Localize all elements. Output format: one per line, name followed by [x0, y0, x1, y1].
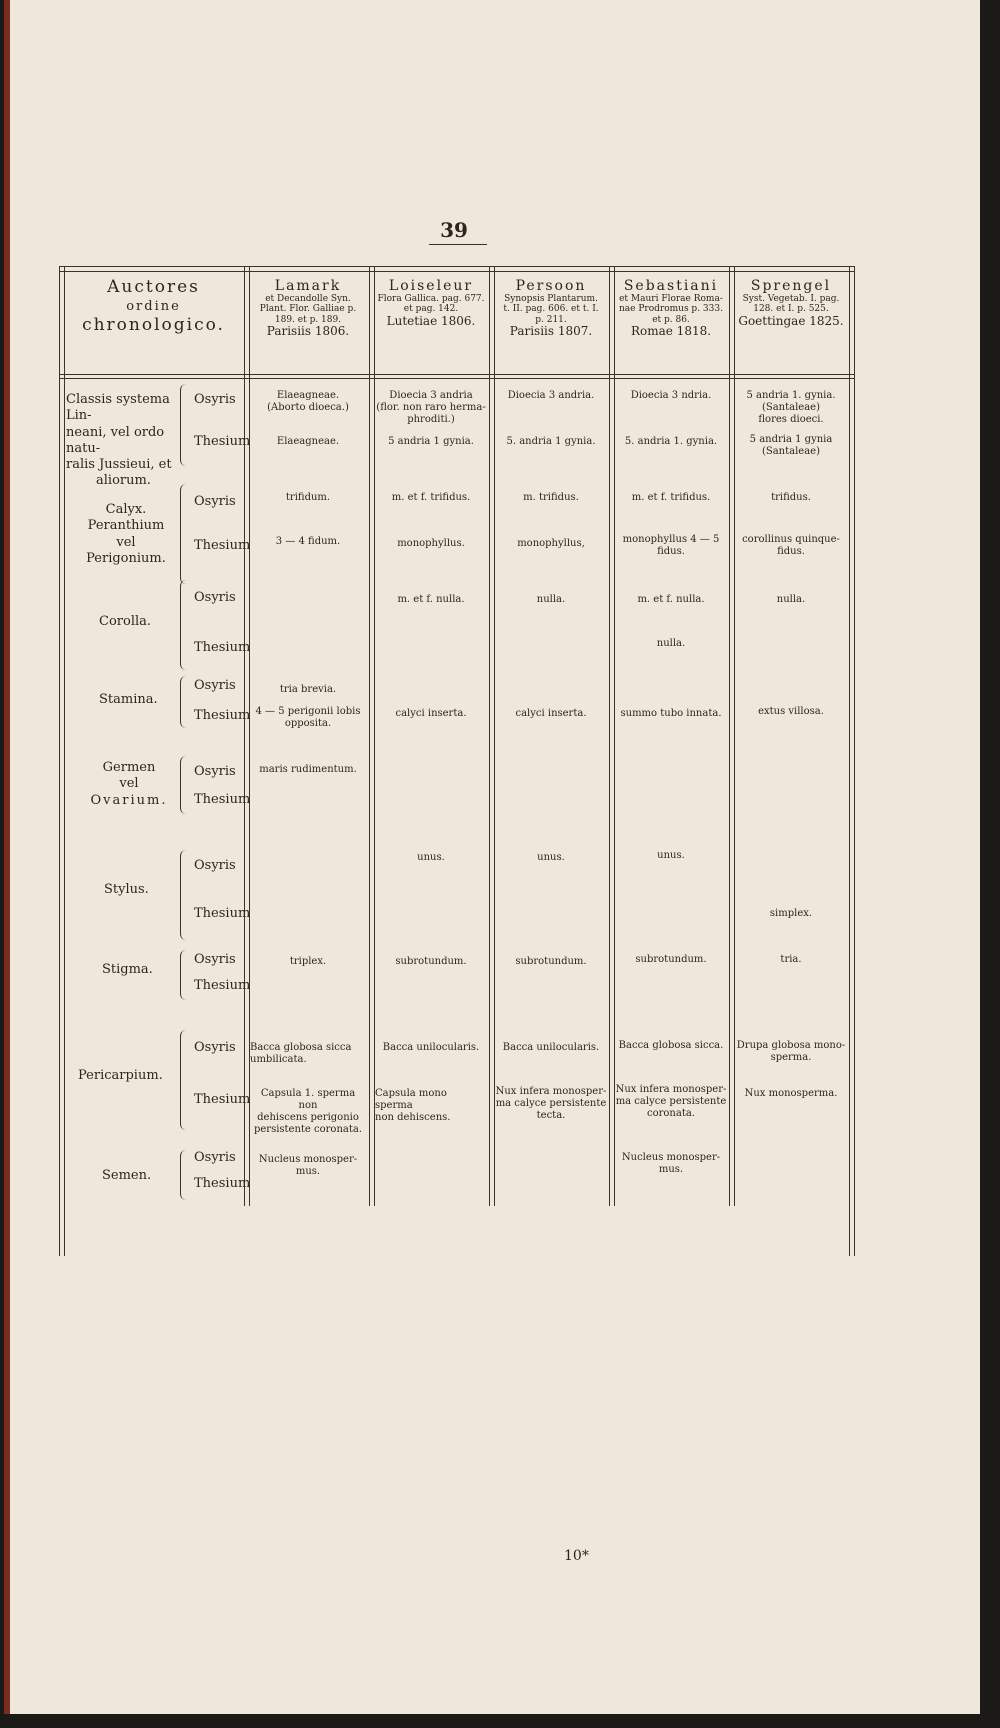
brace	[180, 484, 189, 584]
cell: subrotundum.	[395, 956, 467, 967]
author-source-3: p. 211.	[535, 314, 567, 325]
author-source-3: 189. et p. 189.	[274, 314, 342, 325]
author-source-1: Synopsis Plantarum.	[504, 294, 598, 305]
cell: 3 — 4 fidum.	[275, 536, 341, 547]
cell	[735, 1040, 847, 1064]
author-name: Persoon	[515, 278, 587, 294]
cell-line: coronata.	[647, 1108, 695, 1119]
cell-line: Nux infera monosper-	[615, 1084, 727, 1095]
row-label-line: Perigonium.	[86, 550, 166, 566]
cell-line: fidus.	[657, 546, 685, 557]
cell-line: mus.	[658, 1164, 684, 1175]
cell-line: Nux infera monosper-	[495, 1086, 607, 1097]
cell-line: tecta.	[536, 1110, 566, 1121]
cell-line: corollinus quinque-	[742, 534, 840, 545]
genus-thesium: Thesium	[194, 906, 251, 921]
genus-thesium: Thesium	[194, 640, 251, 655]
cell: trifidum.	[285, 492, 331, 503]
author-name: Lamark	[274, 278, 342, 294]
cell-line: monophyllus 4 — 5	[622, 534, 720, 545]
genus-thesium: Thesium	[194, 1092, 251, 1107]
cell-line: 4 — 5 perigonii lobis	[255, 706, 361, 717]
genus-thesium: Thesium	[194, 708, 251, 723]
cell-line: 5 andria 1. gynia.	[746, 390, 836, 401]
cell: monophyllus,	[517, 538, 585, 549]
row-label-stylus: Stylus.	[104, 882, 149, 897]
row-label-semen: Semen.	[102, 1168, 152, 1183]
genus-osyris: Osyris	[194, 1040, 236, 1055]
genus-thesium: Thesium	[194, 538, 251, 553]
cell-line: dehiscens perigonio	[257, 1112, 359, 1123]
author-name: Sebastiani	[623, 278, 719, 294]
genus-thesium: Thesium	[194, 792, 251, 807]
cell: calyci inserta.	[395, 708, 467, 719]
cell: m. et f. trifidus.	[391, 492, 471, 503]
table-column-rule	[609, 266, 615, 1206]
cell: m. et f. nulla.	[397, 594, 465, 605]
table-column-rule	[489, 266, 495, 1206]
brace	[180, 756, 189, 814]
cell: Bacca unilocularis.	[382, 1042, 480, 1053]
author-name: Loiseleur	[388, 278, 474, 294]
page-number: 39	[440, 218, 468, 242]
cell-line: Capsula 1. sperma non	[260, 1088, 356, 1111]
cell: 5 andria 1 gynia.	[388, 436, 474, 447]
row-label-line: vel	[116, 534, 136, 550]
cell	[495, 1086, 607, 1122]
cell: nulla.	[536, 594, 566, 605]
genus-osyris: Osyris	[194, 764, 236, 779]
row-label-line: ralis Jussieui, et	[66, 457, 172, 472]
table-column-rule	[849, 266, 855, 1256]
row-label-line: neani, vel ordo natu-	[66, 424, 165, 456]
row-label-line: Germen	[102, 760, 156, 775]
cell-line: mus.	[295, 1166, 321, 1177]
cell-line: (Santaleae)	[761, 446, 821, 457]
author-source-1: et Mauri Florae Roma-	[619, 294, 723, 305]
brace	[180, 1030, 189, 1130]
cell-line: Bacca globosa sicca	[250, 1042, 352, 1053]
signature-mark: 10*	[564, 1548, 589, 1564]
header-author-sebastiani	[615, 278, 727, 339]
cell: monophyllus.	[397, 538, 465, 549]
row-label-calyx	[66, 502, 186, 567]
cell: Bacca globosa sicca.	[618, 1040, 724, 1051]
cell-line: persistente coronata.	[253, 1124, 363, 1135]
row-label-germen	[74, 760, 184, 809]
author-source-1: Flora Gallica. pag. 677.	[377, 294, 485, 305]
author-source-2: nae Prodromus p. 333.	[619, 304, 723, 315]
cell	[735, 534, 847, 558]
cell-line: (Aborto dioeca.)	[267, 402, 349, 413]
cell: Nux monosperma.	[744, 1088, 838, 1099]
brace	[180, 676, 189, 728]
cell-line: (flor. non raro herma-	[376, 402, 486, 413]
author-place: Parisiis 1806.	[266, 324, 350, 339]
cell: trifidus.	[771, 492, 811, 503]
cell: summo tubo innata.	[620, 708, 722, 719]
cell: Bacca unilocularis.	[502, 1042, 600, 1053]
row-label-corolla: Corolla.	[99, 614, 152, 629]
author-source-2: et pag. 142.	[403, 304, 459, 315]
cell-line: Capsula mono sperma	[375, 1088, 447, 1111]
cell: Dioecia 3 ndria.	[630, 390, 712, 401]
cell	[250, 706, 366, 730]
cell-line: fidus.	[777, 546, 805, 557]
header-auctores-line1: Auctores	[107, 277, 200, 297]
cell: simplex.	[769, 908, 813, 919]
header-auctores	[66, 278, 241, 336]
header-author-persoon	[495, 278, 607, 339]
author-source-2: 128. et I. p. 525.	[753, 304, 829, 315]
book-page	[4, 0, 980, 1714]
author-source-1: et Decandolle Syn.	[265, 294, 351, 305]
cell-line: non dehiscens.	[375, 1112, 451, 1123]
cell: maris rudimentum.	[259, 764, 357, 775]
cell: subrotundum.	[515, 956, 587, 967]
genus-osyris: Osyris	[194, 858, 236, 873]
binding-edge	[4, 0, 10, 1714]
cell: nulla.	[776, 594, 806, 605]
header-auctores-line2: ordine	[126, 298, 181, 314]
cell: tria brevia.	[279, 684, 337, 695]
brace	[180, 850, 189, 940]
cell	[250, 1154, 366, 1178]
genus-thesium: Thesium	[194, 978, 251, 993]
row-label-classis	[66, 392, 186, 490]
cell-line: phroditi.)	[407, 414, 455, 425]
cell: m. trifidus.	[523, 492, 579, 503]
author-source-2: Plant. Flor. Galliae p.	[259, 304, 357, 315]
genus-osyris: Osyris	[194, 678, 236, 693]
author-source-2: t. II. pag. 606. et t. I.	[503, 304, 599, 315]
cell-line: 5 andria 1 gynia	[749, 434, 833, 445]
brace	[180, 1150, 189, 1200]
row-label-line: aliorum.	[96, 473, 151, 489]
author-place: Parisiis 1807.	[509, 324, 593, 339]
cell-line: umbilicata.	[250, 1054, 307, 1065]
cell-line: sperma.	[770, 1052, 812, 1063]
cell-line: opposita.	[284, 718, 332, 729]
cell-line: ma calyce persistente	[615, 1096, 727, 1107]
cell: nulla.	[656, 638, 686, 649]
header-author-lamark	[250, 278, 366, 339]
cell	[615, 1084, 727, 1120]
cell-line: Dioecia 3 andria	[389, 390, 473, 401]
cell	[735, 434, 847, 458]
cell	[375, 1088, 487, 1124]
author-name: Sprengel	[750, 278, 832, 294]
genus-thesium: Thesium	[194, 434, 251, 449]
cell: calyci inserta.	[515, 708, 587, 719]
cell: subrotundum.	[635, 954, 707, 965]
cell: Dioecia 3 andria.	[507, 390, 595, 401]
cell-line: Drupa globosa mono-	[736, 1040, 846, 1051]
header-auctores-line3: chronologico.	[82, 315, 225, 336]
cell	[735, 390, 847, 426]
table-column-rule	[59, 266, 65, 1256]
cell: 5. andria 1. gynia.	[624, 436, 718, 447]
cell-line: flores dioeci.	[758, 414, 824, 425]
cell: m. et f. trifidus.	[631, 492, 711, 503]
brace	[180, 580, 189, 670]
row-label-stamina: Stamina.	[99, 692, 158, 707]
genus-osyris: Osyris	[194, 1150, 236, 1165]
cell: m. et f. nulla.	[637, 594, 705, 605]
author-source-1: Syst. Vegetab. I. pag.	[742, 294, 840, 305]
cell: unus.	[417, 852, 445, 863]
genus-osyris: Osyris	[194, 590, 236, 605]
row-label-line: Classis systema Lin-	[66, 392, 170, 424]
genus-osyris: Osyris	[194, 392, 236, 407]
header-author-sprengel	[735, 278, 847, 329]
cell: 5. andria 1 gynia.	[506, 436, 596, 447]
brace	[180, 950, 189, 1000]
cell-line: Nucleus monosper-	[621, 1152, 721, 1163]
author-source-3: et p. 86.	[652, 314, 690, 325]
cell	[375, 390, 487, 426]
author-place: Lutetiae 1806.	[386, 313, 476, 328]
page-number-rule	[429, 244, 487, 245]
row-label-pericarpium: Pericarpium.	[78, 1068, 163, 1083]
cell: extus villosa.	[758, 706, 824, 717]
cell: triplex.	[289, 956, 327, 967]
row-label-line: vel	[119, 776, 139, 792]
row-label-line: Ovarium.	[90, 792, 168, 808]
cell	[250, 1042, 366, 1066]
cell-line: Elaeagneae.	[276, 390, 340, 401]
cell	[250, 390, 366, 414]
cell: unus.	[657, 850, 685, 861]
row-label-stigma: Stigma.	[102, 962, 153, 977]
cell-line: (Santaleae)	[761, 402, 821, 413]
cell	[250, 1088, 366, 1136]
row-label-line: Calyx. Peranthium	[87, 502, 165, 534]
cell: unus.	[537, 852, 565, 863]
author-place: Romae 1818.	[630, 324, 712, 339]
cell: Elaeagneae.	[276, 436, 340, 447]
brace	[180, 384, 189, 466]
header-author-loiseleur	[375, 278, 487, 329]
genus-osyris: Osyris	[194, 494, 236, 509]
cell: tria.	[780, 954, 802, 965]
cell	[615, 534, 727, 558]
cell-line: Nucleus monosper-	[258, 1154, 358, 1165]
genus-osyris: Osyris	[194, 952, 236, 967]
cell-line: ma calyce persistente	[495, 1098, 607, 1109]
genus-thesium: Thesium	[194, 1176, 251, 1191]
cell	[615, 1152, 727, 1176]
author-place: Goettingae 1825.	[738, 313, 844, 328]
